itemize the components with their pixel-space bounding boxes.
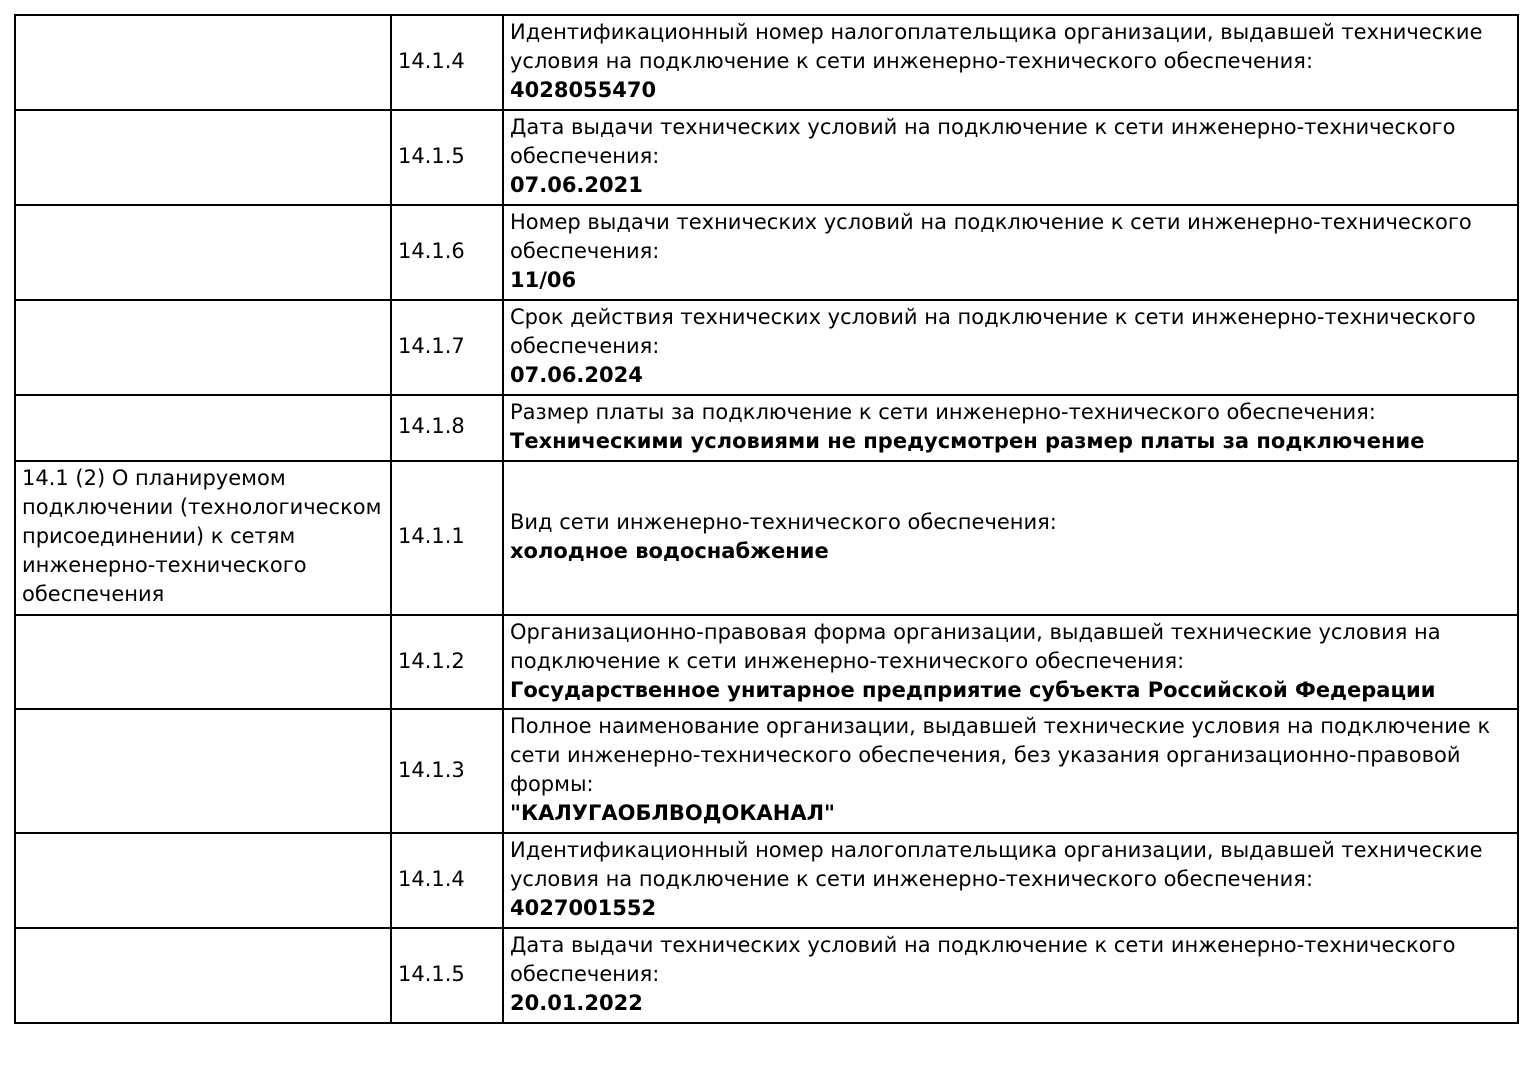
table-row	[15, 15, 1518, 110]
item-value: Государственное унитарное предприятие субъекта Российской Федерации	[510, 677, 1436, 702]
technical-conditions-table	[14, 14, 1519, 1024]
table-row	[15, 110, 1518, 205]
item-number-cell	[391, 928, 503, 1023]
item-value: 07.06.2021	[510, 172, 643, 197]
section-cell	[15, 709, 391, 833]
item-description: Идентификационный номер налогоплательщика организации, выдавшей технические условия на подключение к сети инженерно-технического обеспечения:	[510, 20, 1483, 73]
section-cell	[15, 928, 391, 1023]
item-number-cell	[391, 15, 503, 110]
content-cell	[503, 110, 1518, 205]
item-number-cell	[391, 461, 503, 615]
table-row	[15, 461, 1518, 615]
content-cell	[503, 461, 1518, 615]
item-number-cell	[391, 709, 503, 833]
item-value: 07.06.2024	[510, 362, 643, 387]
item-description: Вид сети инженерно-технического обеспечения:	[510, 509, 1057, 534]
content-cell	[503, 205, 1518, 300]
content-cell	[503, 395, 1518, 461]
item-number: 14.1.4	[398, 48, 465, 73]
item-description: Полное наименование организации, выдавшей технические условия на подключение к сети инженерно-технического обеспечения, без указания организационно-правовой формы:	[510, 714, 1491, 797]
table-row	[15, 300, 1518, 395]
item-description: Размер платы за подключение к сети инженерно-технического обеспечения:	[510, 399, 1376, 424]
table-row	[15, 709, 1518, 833]
item-description: Срок действия технических условий на подключение к сети инженерно-технического обеспечения:	[510, 304, 1476, 358]
item-number: 14.1.7	[398, 333, 465, 358]
item-number-cell	[391, 300, 503, 395]
item-number-cell	[391, 205, 503, 300]
content-cell	[503, 833, 1518, 928]
item-value: 20.01.2022	[510, 991, 643, 1016]
item-number: 14.1.5	[398, 962, 465, 987]
item-value: 4028055470	[510, 77, 657, 102]
table-row	[15, 395, 1518, 461]
section-label: 14.1 (2) О планируемом подключении (технологическом присоединении) к сетям инженерно-технического обеспечения	[22, 466, 382, 607]
table-row	[15, 615, 1518, 710]
table-row	[15, 205, 1518, 300]
section-cell	[15, 205, 391, 300]
table-row	[15, 928, 1518, 1023]
item-value: холодное водоснабжение	[510, 538, 829, 563]
content-cell	[503, 15, 1518, 110]
item-number: 14.1.5	[398, 143, 465, 168]
item-value: 11/06	[510, 267, 577, 292]
section-cell	[15, 833, 391, 928]
section-cell	[15, 395, 391, 461]
item-number-cell	[391, 110, 503, 205]
item-number: 14.1.4	[398, 867, 465, 892]
item-description: Дата выдачи технических условий на подключение к сети инженерно-технического обеспечения:	[510, 114, 1456, 168]
item-number: 14.1.3	[398, 757, 465, 782]
item-number: 14.1.6	[398, 238, 465, 263]
item-value: Техническими условиями не предусмотрен размер платы за подключение	[510, 428, 1425, 453]
item-description: Идентификационный номер налогоплательщика организации, выдавшей технические условия на подключение к сети инженерно-технического обеспечения:	[510, 838, 1483, 892]
content-cell	[503, 615, 1518, 710]
item-number: 14.1.1	[398, 524, 465, 549]
section-cell	[15, 461, 391, 615]
section-cell	[15, 15, 391, 110]
section-cell	[15, 615, 391, 710]
item-value: "КАЛУГАОБЛВОДОКАНАЛ"	[510, 801, 835, 826]
table-row	[15, 833, 1518, 928]
item-number-cell	[391, 395, 503, 461]
content-cell	[503, 928, 1518, 1023]
item-number-cell	[391, 833, 503, 928]
content-cell	[503, 709, 1518, 833]
section-cell	[15, 110, 391, 205]
section-cell	[15, 300, 391, 395]
item-value: 4027001552	[510, 896, 657, 921]
item-description: Организационно-правовая форма организации, выдавшей технические условия на подключение к сети инженерно-технического обеспечения:	[510, 619, 1441, 673]
item-description: Дата выдачи технических условий на подключение к сети инженерно-технического обеспечения:	[510, 933, 1456, 987]
item-description: Номер выдачи технических условий на подключение к сети инженерно-технического обеспечения:	[510, 209, 1472, 263]
content-cell	[503, 300, 1518, 395]
item-number: 14.1.2	[398, 648, 465, 673]
item-number-cell	[391, 615, 503, 710]
item-number: 14.1.8	[398, 414, 465, 439]
